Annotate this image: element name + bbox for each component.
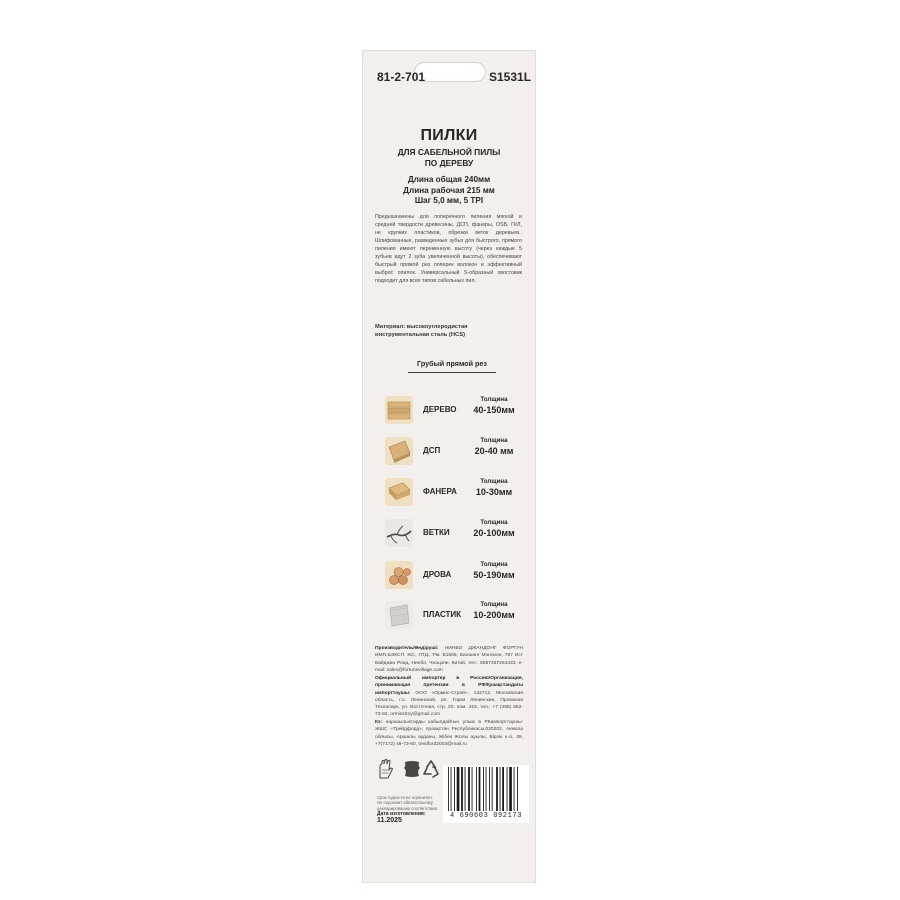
manufacturer-label: Производитель/Өндіруші: [375, 646, 439, 651]
material-row-wood [385, 396, 525, 434]
material-row-chipboard [385, 437, 525, 475]
importer-text: ООО «Ормис-Строй», 142712, Московская область, г.о. Ленинский, рп. Горки Ленинские, Промзона Технопарк, ул. Восточная, стр. 20, пом. 315, тел.: +7 (495) 662-73-92, ormisstroy@gmail.com [375, 690, 523, 718]
thickness-label: Толщина [480, 601, 508, 608]
barcode-number: 4 690603 092173 [449, 812, 522, 820]
recycle-icon [420, 758, 442, 780]
barcode [443, 765, 529, 823]
wood-planks-icon [385, 396, 413, 424]
manufacture-date-label: Дата изготовления: [377, 811, 426, 817]
barcode-bars [447, 767, 525, 811]
gloves-icon [377, 758, 399, 780]
material-name: ДЕРЕВО [423, 405, 457, 414]
cut-type: Грубый прямой рез [408, 359, 496, 373]
product-specs [366, 175, 532, 207]
subtitle-line-1: ДЛЯ САБЕЛЬНОЙ ПИЛЫ [397, 147, 501, 157]
thickness-label: Толщина [480, 478, 508, 485]
shelf-life: Срок годности не ограничен. Не подлежит обязательному декларированию соответствия. [377, 795, 439, 811]
material-row-firewood [385, 561, 525, 599]
material-name: ДСП [423, 446, 441, 455]
kz-info [375, 719, 523, 748]
spec-total-length: Длина общая 240мм [407, 175, 491, 184]
spec-working-length: Длина рабочая 215 мм [403, 185, 495, 195]
product-title: ПИЛКИ [420, 127, 478, 144]
product-code: S1531L [489, 70, 532, 84]
thickness-value: 20-40 мм [474, 446, 514, 456]
kz-label: Кз: [375, 720, 383, 725]
material-name: ПЛАСТИК [423, 610, 462, 619]
thickness-label: Толщина [480, 519, 508, 526]
material-name: ДРОВА [423, 570, 452, 579]
material-info: Материал: высокоуглеродистая инструментальная сталь (HCS) [375, 324, 468, 339]
plywood-icon [385, 478, 413, 506]
thickness-value: 20-100мм [473, 528, 515, 538]
chipboard-icon [385, 437, 413, 465]
product-description: Предназначены для поперечного пиления мягкой и средней твердости древесины, ДСП, фанеры, OSB, ГКЛ, не крупких пластиков, обрезки веток деревьев.. Шлифованные, разведенные зубья для быстрого, прямого пиления имеют переменную высоту (через каждые 5 зубьев идут 2 зуба увеличенной высоты), обеспечивают быстрый прямой рез поперек волокон и эффективный выброс опилок. Универсальный S-образный хвостовик подходит для всех типов сабельных пил. [375, 214, 522, 284]
manufacturer-text: НИНБО ДЖАНДОНГ ФОРТУН ИМП.&ЭКСП. КО., ЛТД., Рм. В1506, Баошанг Мэнсион, 787 Ист Байджан Роад, Нинбо, Чжэцзян, Китай, тел.: 8657487264433, e-mail: sales@fortunevillage.com [375, 646, 523, 673]
thickness-label: Толщина [480, 437, 508, 444]
thickness-value: 50-190мм [473, 570, 515, 580]
thickness-label: Толщина [480, 561, 508, 568]
plastic-icon [385, 601, 413, 629]
subtitle-line-2: ПО ДЕРЕВУ [424, 158, 474, 168]
thickness-value: 40-150мм [473, 405, 515, 415]
branches-icon [385, 519, 413, 547]
material-row-plastic [385, 601, 525, 639]
thickness-value: 10-200мм [473, 610, 515, 620]
material-name: ФАНЕРА [423, 487, 457, 496]
material-name: ВЕТКИ [423, 528, 450, 537]
firewood-icon [385, 561, 413, 589]
spec-pitch: Шаг 5,0 мм, 5 TPI [414, 196, 484, 205]
product-subtitle [366, 147, 532, 169]
article-number: 81-2-701 [377, 70, 426, 84]
material-row-branches [385, 519, 525, 557]
thickness-value: 10-30мм [475, 487, 513, 497]
importer-info [375, 675, 523, 719]
kz-text: наразылыктарды кабылдайтын улым в РКимпорттаушы: ЖШС «Трейдфорд», Қазақстан Республикасы,020202, Акмола облысы, Аршалы ауданы, Жібек Жолы ауылы, Бірлік к-сі, 39, +7(7172) 49-73-60, treidford2003@mail.ru [375, 720, 523, 747]
manufacturer-info [375, 645, 523, 674]
material-row-plywood [385, 478, 525, 516]
thickness-label: Толщина [480, 396, 508, 403]
manufacture-date: 11.2025 [377, 817, 402, 824]
importer-label: Официальный импортер в Россию/Организация, принимающая претензии в РФ/Қазақстандағы импорттаушы: [375, 676, 523, 696]
